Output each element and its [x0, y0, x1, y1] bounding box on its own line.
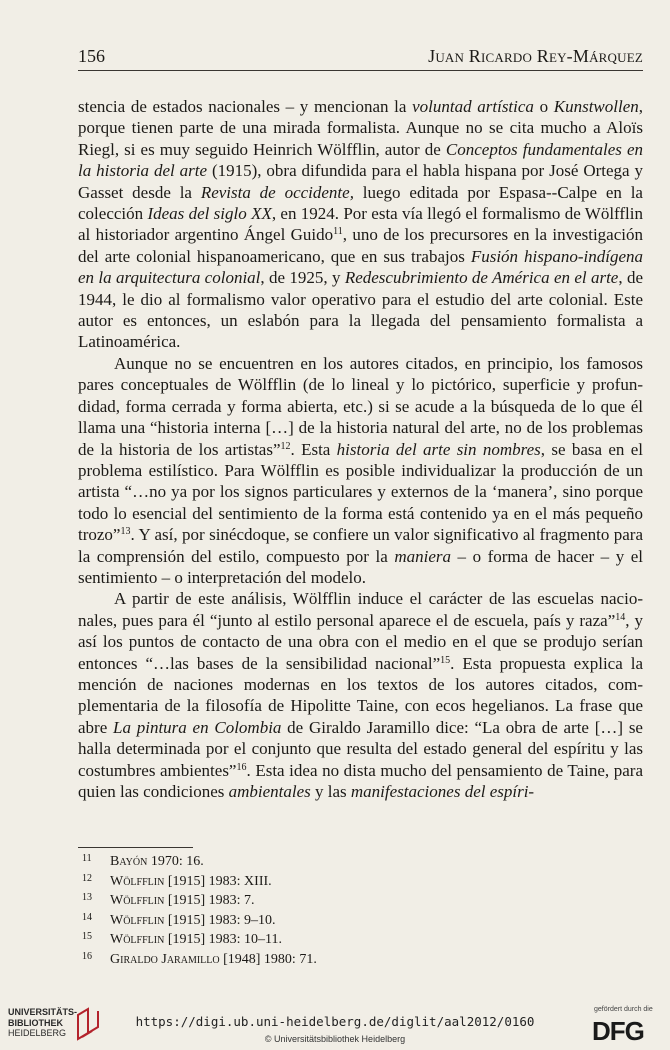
footnote-ref-text: [1915] 1983: 10–11.: [164, 932, 283, 947]
permalink-url[interactable]: https://digi.ub.uni-heidelberg.de/diglit/aal2012/0160: [135, 1014, 535, 1029]
footnote-ref[interactable]: 12: [280, 440, 291, 452]
text-run: , uno de los precursores en la investigación del arte colonial hispanoamericano, que en sus trabajos: [78, 225, 643, 266]
paragraph-2: [78, 353, 643, 588]
footnote-author: Bayón: [110, 854, 148, 869]
footnote-ref[interactable]: 16: [236, 761, 247, 773]
text-run: . Esta idea no dista mucho del pensamiento de Taine, para quien las condiciones: [78, 760, 643, 801]
footnote: [78, 950, 643, 970]
footnote-number: 15: [82, 931, 92, 942]
footnote-ref-text: [1915] 1983: 7.: [164, 893, 255, 908]
footnotes: [78, 852, 643, 969]
body-text: [78, 96, 643, 802]
footnote-number: 14: [82, 911, 92, 923]
text-run: luego editada por Espasa--Calpe en la colección: [78, 182, 643, 224]
italic-run: Ideas del siglo XX: [147, 204, 272, 224]
footnote-author: Wölfflin: [110, 932, 165, 947]
italic-run: Revista de occidente,: [200, 182, 354, 202]
copyright-notice: © Universitätsbibliothek Heidelberg: [264, 1034, 406, 1044]
text-run: , de 1925, y: [260, 268, 345, 288]
italic-run: voluntad artística: [412, 97, 534, 116]
text-run: o: [533, 97, 554, 116]
running-head: Juan Ricardo Rey-Márquez: [428, 46, 643, 66]
footnote: [78, 911, 643, 931]
library-name-line: HEIDELBERG: [8, 1028, 67, 1038]
text-run: . Esta propuesta explica la mención de naciones modernas en los textos de los autores citados, complementaria de la filosofía de Hipolitte Taine, con ecos hegelianos. La frase que abre: [78, 653, 643, 737]
page-header: [78, 44, 643, 71]
text-run: Aunque no se encuentren en los autores citados, en principio, los famosos pares conceptuales de Wölfflin (de lo lineal y lo pictórico, superficie y profundidad, forma cerrada y forma abierta, etc.) si se acude a la búsqueda de lo que él llama una “historia interna […] de la historia natural del arte, no de los problemas de la historia de los artistas”: [78, 353, 643, 459]
footnote: [78, 852, 643, 872]
italic-run: La pintura en Colombia: [113, 717, 282, 737]
funding-note: gefördert durch die: [594, 1006, 653, 1013]
text-run: , en 1924. Por esta vía llegó el formalismo de Wölfflin al historiador argentino Ángel Guido: [78, 204, 643, 245]
text-run: y las: [310, 782, 351, 801]
text-run: . Esta: [290, 439, 337, 459]
footnote-ref-text: [1915] 1983: XIII.: [164, 873, 272, 889]
dfg-logo[interactable]: DFG: [592, 1016, 644, 1046]
footnote: [78, 930, 643, 950]
text-run: , y así los puntos de contacto de una obra con el medio en el que se produjo serían entonces “…las bases de la sensibilidad nacional”: [78, 610, 643, 673]
italic-run: Conceptos fundamentales en la historia del arte: [78, 139, 644, 181]
footnote-ref[interactable]: 11: [333, 226, 343, 238]
library-name-line: BIBLIOTHEK: [8, 1017, 63, 1028]
footnote-ref[interactable]: 15: [440, 654, 451, 666]
footnote-number: 16: [82, 950, 92, 962]
text-run: stencia de estados nacionales – y mencionan la: [78, 97, 413, 116]
footnote-author: Giraldo Jaramillo: [110, 951, 220, 967]
library-name-line: UNIVERSITÄTS-: [8, 1007, 78, 1017]
footnote-author: Wölfflin: [110, 893, 165, 908]
footnote-ref-text: [1948] 1980: 71.: [219, 951, 317, 967]
footnote-number: 11: [82, 853, 92, 864]
digitization-footer: [0, 1000, 670, 1050]
footnote-ref[interactable]: 13: [120, 526, 131, 538]
text-run: – o forma de hacer – y el sentimiento – o interpretación del modelo.: [78, 546, 644, 587]
footnote-ref-text: 1970: 16.: [147, 854, 204, 869]
footnote-divider: [78, 847, 193, 848]
paragraph-3: [78, 588, 643, 802]
footnote-author: Wölfflin: [110, 873, 165, 889]
text-run: de Giraldo Jaramillo dice: “La obra de arte […] se halla determinada por el conjunto que resulta del estado general del espíritu y las costumbres ambientes”: [78, 717, 643, 780]
funder-block: [592, 1006, 662, 1046]
text-run: . Y así, por sinécdoque, se confiere un valor significativo al fragmento para la comprensión del estilo, compuesto por la: [78, 525, 643, 566]
footnote-number: 12: [82, 872, 92, 884]
text-run: , porque tienen parte de una mirada formalista. Aunque no se cita mucho a Aloïs Riegl, si es muy seguido Heinrich Wölfflin, autor de: [78, 97, 644, 159]
italic-run: maniera: [394, 546, 451, 566]
italic-run: ambientales: [228, 782, 311, 801]
paragraph-1: [78, 96, 643, 353]
text-run: , de 1944, le dio al formalismo valor operativo para el estudio del arte colonial. Este autor es entonces, un eslabón para la llegada del pensamiento formalista a Latinoamérica.: [78, 268, 643, 352]
italic-run: historia del arte sin nombres: [336, 439, 541, 459]
footnote: [78, 891, 643, 911]
footnote: [78, 872, 643, 892]
text-run: A partir de este análisis, Wölfflin induce el carácter de las escuelas nacionales, pues para él “junto al estilo personal aparece el de escuela, país y raza”: [78, 589, 643, 630]
footnote-author: Wölfflin: [110, 912, 165, 928]
page-number: 156: [78, 46, 105, 66]
footnote-number: 13: [82, 892, 92, 903]
text-run: , se basa en el problema estilístico. Para Wölfflin es posible individualizar la producción de un artista “…no ya por los signos particulares y externos de la ‘manera’, sino porque todo lo esencial del sentimiento de la forma está contenido ya en el más pequeño trozo”: [78, 439, 643, 545]
text-run: (1915), obra difundida para el habla hispana por José Ortega y Gasset desde la: [78, 161, 643, 202]
italic-run: Redescubrimiento de América en el arte: [344, 268, 619, 288]
italic-run: Kunstwollen: [553, 97, 639, 116]
italic-run: manifestaciones del espíri-: [350, 782, 535, 801]
footnote-ref-text: [1915] 1983: 9–10.: [164, 912, 276, 928]
footnote-ref[interactable]: 14: [615, 611, 626, 623]
italic-run: Fusión hispano-indígena en la arquitectura colonial: [78, 246, 643, 288]
